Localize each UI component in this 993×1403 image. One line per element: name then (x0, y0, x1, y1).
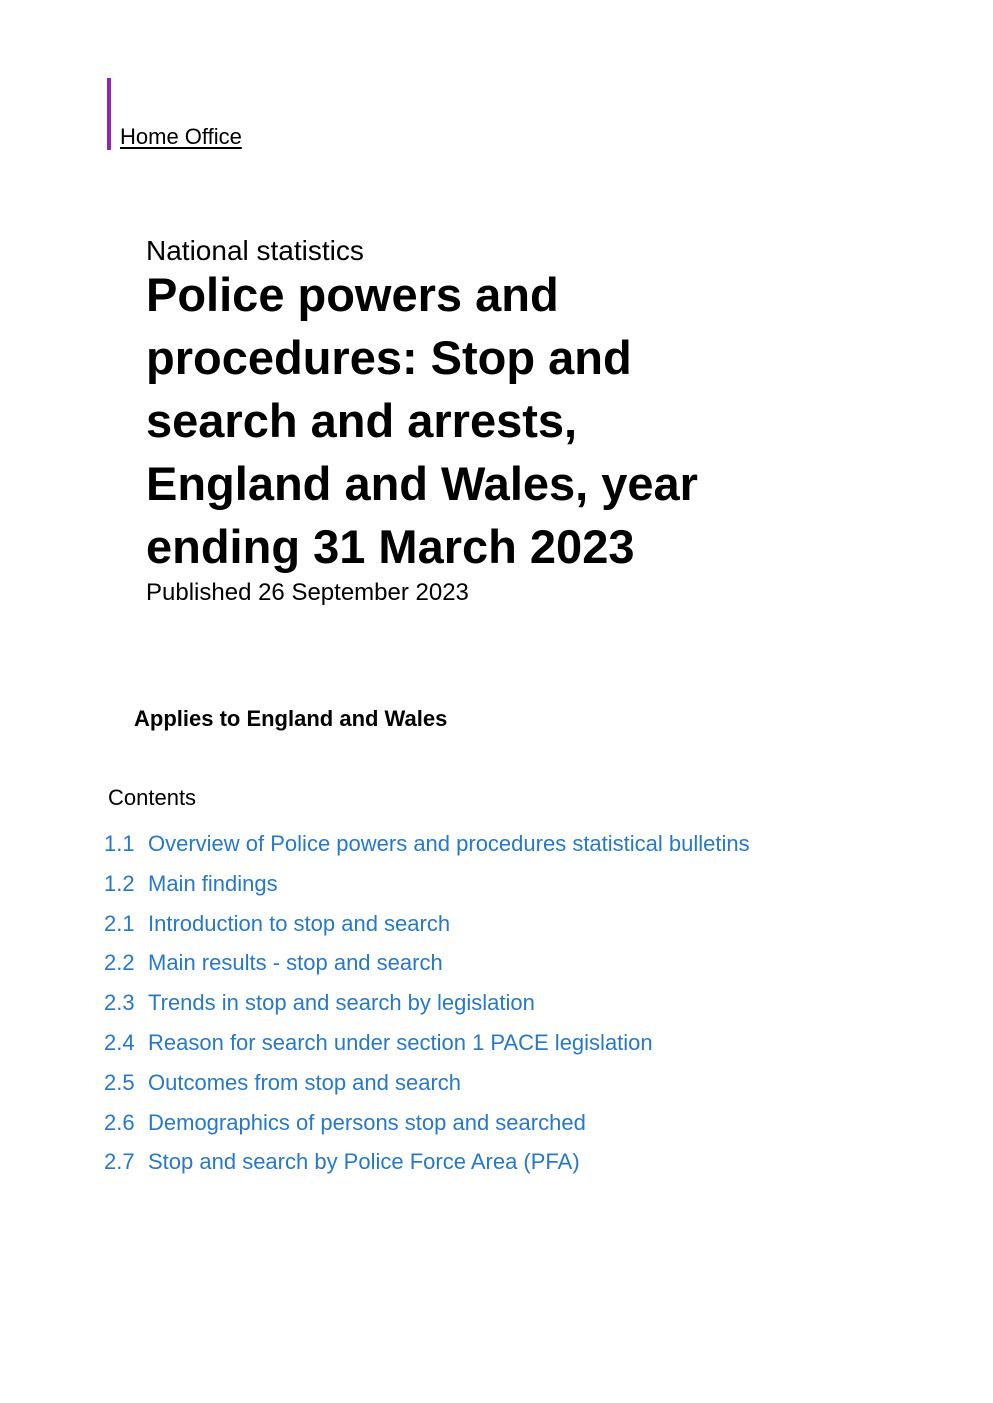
toc-link[interactable] (104, 871, 750, 897)
toc-item-number: 2.4 (104, 1029, 135, 1055)
table-of-contents (104, 831, 750, 1175)
toc-link[interactable] (104, 1030, 750, 1056)
toc-item-number: 2.6 (104, 1109, 135, 1135)
national-statistics-badge: National statistics (146, 235, 364, 266)
toc-link[interactable] (104, 831, 750, 857)
toc-item-number: 2.2 (104, 950, 135, 976)
toc-item-label: Main findings (148, 870, 278, 896)
toc-link[interactable] (104, 1149, 750, 1175)
toc-item-number: 1.1 (104, 831, 135, 856)
toc-item-label: Introduction to stop and search (148, 910, 451, 936)
contents-heading: Contents (108, 785, 197, 810)
toc-item-number: 2.1 (104, 910, 135, 936)
toc-item-label: Overview of Police powers and procedures statistical bulletins (148, 831, 750, 856)
home-office-link[interactable]: Home Office (120, 124, 242, 149)
toc-item-number: 2.7 (104, 1149, 135, 1175)
toc-link[interactable] (104, 950, 750, 976)
toc-item-number: 1.2 (104, 870, 135, 896)
toc-item-label: Main results - stop and search (148, 950, 443, 976)
toc-link[interactable] (104, 1070, 750, 1096)
toc-item-number: 2.5 (104, 1069, 135, 1095)
toc-item-label: Stop and search by Police Force Area (PFA) (148, 1149, 580, 1175)
toc-link[interactable] (104, 990, 750, 1016)
toc-item-number: 2.3 (104, 990, 135, 1016)
toc-item-label: Trends in stop and search by legislation (148, 990, 535, 1016)
toc-item-label: Reason for search under section 1 PACE legislation (148, 1029, 653, 1055)
toc-item-label: Outcomes from stop and search (148, 1069, 462, 1095)
toc-item-label: Demographics of persons stop and searched (148, 1109, 586, 1135)
applies-to-label: Applies to England and Wales (134, 706, 448, 731)
published-date: Published 26 September 2023 (146, 579, 469, 606)
toc-link[interactable] (104, 1110, 750, 1136)
home-office-logo-bar (107, 78, 111, 150)
page-title: Police powers and procedures: Stop and search and arrests, England and Wales, year ending 31 March 2023 (146, 268, 698, 573)
toc-link[interactable] (104, 911, 750, 937)
